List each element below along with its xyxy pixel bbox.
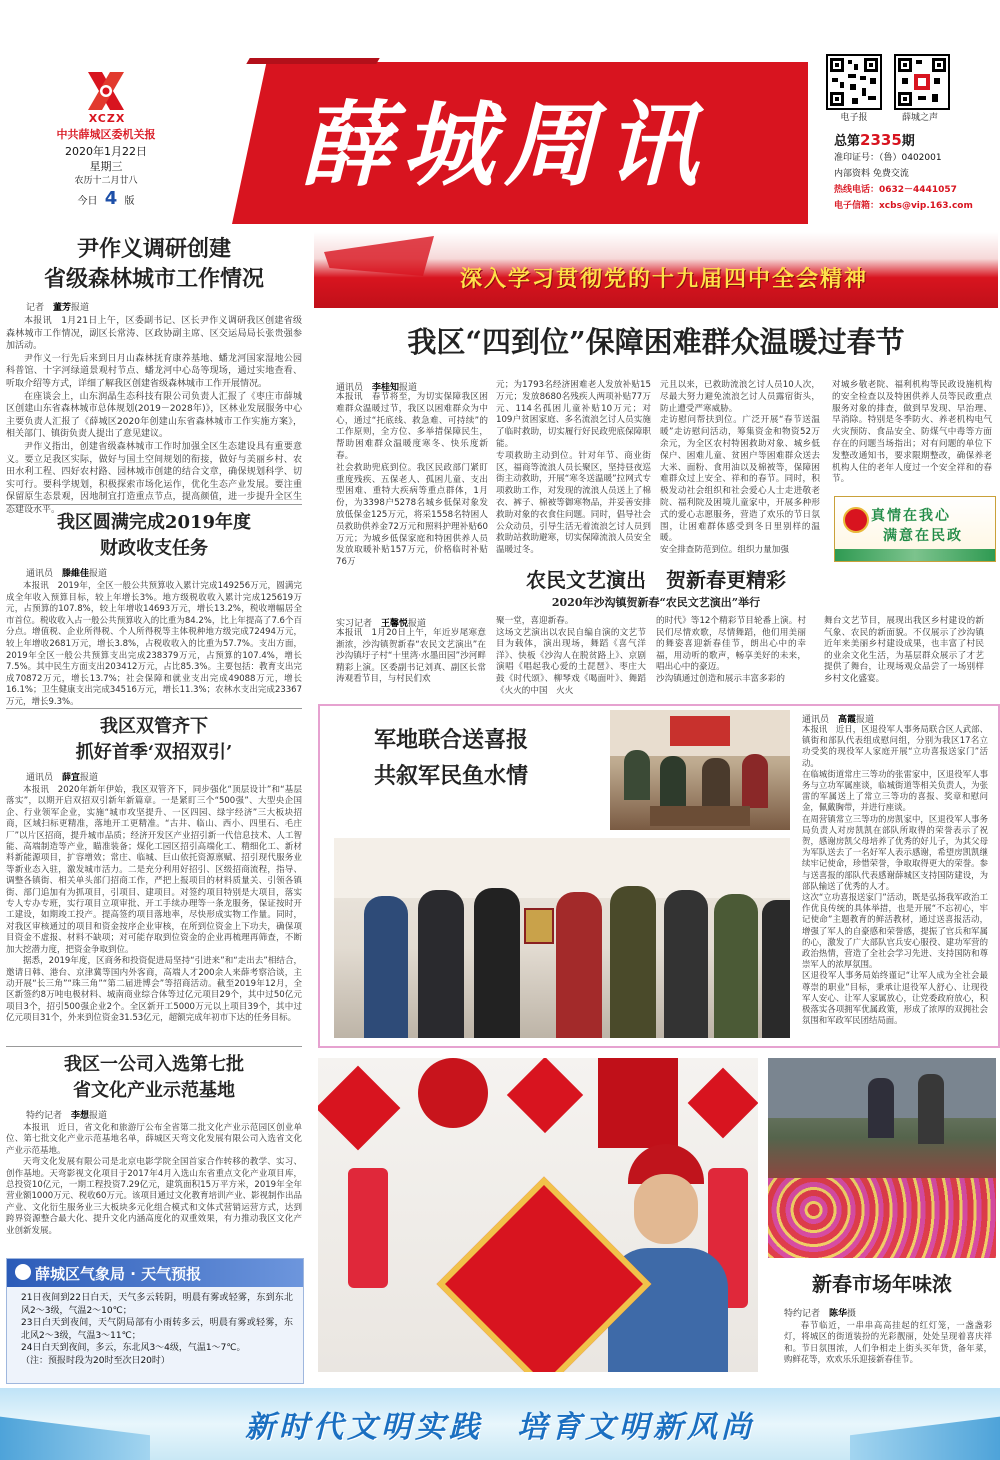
page-count-suffix: 版 — [124, 196, 135, 207]
page-count-number: 4 — [104, 188, 118, 209]
byline-suffix: 报道 — [856, 715, 875, 725]
byline-suffix: 报道 — [89, 1111, 108, 1121]
article-culture-base — [6, 1052, 302, 1237]
emblem-icon — [843, 507, 869, 533]
main-col-3: 元且以来，已救助流浪乞讨人员10人次，尽最大努力避免流浪乞讨人员露宿街头，防止遭受严寒威胁。 走访慰问帮扶到位。广泛开展“春节送温暖”走访慰问活动，筹集资金和物资52万余元，为全区农村特困救助对象、城乡低保户、困难儿童、贫困户等困难群众送去大米、面粉、食用油以及棉被等，保障困难群众过上安全、祥和的春节。同时，积极发动社会组织和社会爱心人士走进敬老院、福利院及困境儿童家中，开展多种形式的爱心志愿服务，营造了欢乐的节日氛围，让困难群体感受到冬日里别样的温暖。 安全排查防范到位。组织力量加强 — [660, 380, 820, 556]
distribution-note: 内部资料 免费交流 — [834, 169, 909, 179]
byline-suffix: 报道 — [89, 569, 108, 579]
issue-number — [834, 130, 994, 149]
footer-slogan: 新时代文明实践 培育文明新风尚 — [245, 1410, 755, 1445]
banner-text: 深入学习贯彻党的十九届四中全会精神 — [459, 267, 868, 292]
masthead — [0, 0, 1000, 225]
byline-name: 高霞 — [838, 715, 857, 725]
byline-suffix: 报道 — [408, 619, 427, 629]
main-col-2: 元；为1793名经济困难老人发放补贴15万元；发放8680名残疾人两项补贴77万元、114名孤困儿童补贴10万元；对109户贫困家庭、多名流浪乞讨人员实施了临时救助，切实履行好民政兜底保障职能。 专项救助主动到位。针对年节、商业街区，福商等流浪人员长聚区，坚持昼夜巡街主动救助，开展“寒冬送温暖”拉网式专项救助工作，对发现的流浪人员送上了棉衣、裤子、棉被等御寒物品，并妥善安排救助对象的衣食住问题。同时，倡导社会公众动员，引导生活无着流浪乞讨人员到救助站救助避寒，切实保障流浪人员安全温暖过冬。 — [496, 380, 651, 556]
army-group-photo — [334, 838, 790, 1038]
article-byline — [6, 566, 302, 579]
newspaper-title: 薛城周讯 — [300, 91, 709, 199]
hotline: 热线电话：0632－4441057 — [834, 185, 957, 195]
byline-name: 李想 — [71, 1111, 90, 1121]
weather-line: 24日白天到夜间，多云，东北风3～4级，气温1～7℃。 — [21, 1343, 246, 1354]
article-paragraph: 在座谈会上，山东润晶生态科技有限公司负责人汇报了《枣庄市薛城区创建山东省森林城市总体规划(2019－2028年)》，区林业发展服务中心主要负责人汇报了《薛城区2020年创建山东省森林城市工作实施方案》，相关部门、镇街负责人提出了意见建议。 — [6, 391, 302, 440]
qr-icon — [896, 56, 948, 108]
article-title-line1: 尹作义调研创建 — [76, 236, 231, 262]
byline-name: 薛宣 — [62, 773, 81, 783]
byline-role: 记者 — [26, 303, 45, 313]
byline-suffix: 摄 — [847, 1309, 857, 1319]
culture-title: 农民文艺演出 贺新春更精彩 — [526, 568, 786, 592]
weather-note: （注：预报时段为20时至次日20时） — [21, 1355, 170, 1366]
issue-date: 2020年1月22日 — [65, 145, 147, 158]
qr-icon — [828, 56, 880, 108]
qr-code-voice[interactable] — [894, 54, 950, 110]
article-byline — [6, 1108, 302, 1121]
logo-mark-icon — [84, 70, 128, 112]
qr-label-epaper: 电子报 — [840, 113, 868, 123]
logo-text: XCZX — [88, 112, 126, 125]
army-visit-photo — [610, 710, 790, 830]
article-forest-city — [6, 234, 302, 517]
byline-role: 通讯员 — [26, 569, 54, 579]
weather-line: 21日夜间到22日白天，天气多云转阴，明晨有雾或轻雾，东到东北风2～3级，气温2～10℃； — [21, 1293, 293, 1316]
article-paragraph: 据悉，2019年度，区商务和投资促进局坚持“引进来”和“走出去”相结合，邀请日韩、港台、京津冀等国内外客商，高端人才200余人来薛考察洽谈，主动开展“长三角”“珠三角”“第二届进博会”等招商活动。截至2019年12月，全区新签约8万吨电极材料、城南商业综合体等过亿元项目29个，其中过50亿元项目3个，招引500强企业2个。全区新开工5000万元以上项目39个，其中过亿元项目31个，外来到位资金31.53亿元，超额完成年初市下达的任务目标。 — [6, 956, 302, 1024]
byline-suffix: 报道 — [80, 773, 99, 783]
article-fiscal — [6, 510, 302, 709]
article-paragraph: 尹作义指出，创建省级森林城市工作时加强全区生态建设具有重要意义。要立足我区实际，做好与国土空间规划的衔接，做好与美丽乡村、农田水利工程、四好农村路、园林城市创建的结合文章，确保规划科学、切实可行。要科学规划，积极探索市场化运作，优化生态产业发展。要注重保留原生态景观，因地制宜打造重点节点，提高颜值，进一步提升全区生态建设水平。 — [6, 441, 302, 515]
article-title-line2: 抓好首季‘双招双引’ — [75, 742, 233, 763]
culture-col-3: 的时代》等12个精彩节目轮番上演。村民们尽情欢歌，尽情舞蹈，他们用美丽的舞姿喜迎新春佳节，朗出心中的幸福，用动听的歌声，畅享美好的未来，唱出心中的豪迈。 沙沟镇通过创造和展示丰富多彩的 — [656, 616, 806, 684]
byline-role: 通讯员 — [802, 715, 830, 725]
byline-suffix: 报道 — [71, 303, 90, 313]
culture-col-4: 舞台文艺节目，展现出我区乡村建设的新气象、农民的新面貌。不仅展示了沙沟镇近年来美丽乡村建设成果，也丰富了村民的业余文化生活，为基层群众展示了才艺提供了舞台，让现场观众品尝了一场别样乡村文化盛宴。 — [824, 616, 984, 684]
article-byline — [6, 770, 302, 783]
market-text: 春节临近，一串串高高挂起的红灯笼，一盏盏彩灯，将城区的街道装扮的光彩靓丽，处处呈现着喜庆祥和。节日氛围浓，人们争相走上街头买年货，备年菜，购鲜花等，欢欢乐乐迎接新春佳节。 — [784, 1320, 992, 1365]
page-count — [36, 188, 176, 209]
ad-slogan-2: 满意在民政 — [883, 528, 963, 544]
army-title-line2: 共叙军民鱼水情 — [374, 763, 529, 789]
culture-col-2: 聚一堂，喜迎新春。 这场文艺演出以农民自编自演的文艺节目为载体，演出现场，舞蹈《喜气洋洋》、快板《沙沟人在脱贫路上》、京剧演唱《唱起我心爱的土琵琶》、枣庄大鼓《时代颂》、柳琴戏《喝面叶》、舞蹈《火火的中国 火火 — [496, 616, 646, 696]
culture-subtitle: 2020年沙沟镇贺新春“农民文艺演出”举行 — [551, 596, 761, 609]
permit-number: 准印证号：（鲁）0402001 — [834, 153, 942, 163]
divider — [6, 504, 302, 505]
issue-prefix: 总第 — [834, 134, 861, 149]
theme-banner — [314, 232, 998, 308]
byline-name: 董芳 — [53, 303, 72, 313]
article-paragraph: 尹作义一行先后来到日月山森林抚育康养基地、蟠龙河国家湿地公园科普馆、十字河绿道景观村节点、蟠龙河中心岛等现场，通过实地查看、听取介绍等方式，详细了解我区创建省级森林城市工作开展情况。 — [6, 353, 302, 389]
article-paragraph: 本报讯 1月21日上午，区委副书记、区长尹作义调研我区创建省级森林城市工作情况，副区长常涛、区政协副主席、区交运局局长张贵强参加活动。 — [6, 316, 302, 352]
divider — [6, 1046, 302, 1047]
army-text: 本报讯 近日，区退役军人事务局联合区人武部、镇街和部队代表组成慰问组，分别为我区17名立功受奖的现役军人家庭开展“立功喜报送家门”活动。 在临城街道常庄三等功的张雷家中，区退役军人事务与立功军属座谈，临城街道等相关负责人，为张雷的军属送上了常立三等功的喜报、奖章和慰问金，佩戴胸带，并进行座谈。 在周营镇常立三等功的房凯家中，区退役军人事务局负责人对房凯凯在部队所取得的荣誉表示了祝贺，感谢房凯父母培养了优秀的好儿子，为其父母为军队送去了一名好军人表示感谢，希望房凯凯继续牢记使命，珍惜荣誉，争取取得更大的荣誉。参与送喜报的部队代表感谢薛城区支持国防建设，为部队输送了优秀的人才。 这次“立功喜报送家门”活动，既是弘扬我军政治工作优良传统的具体举措，也是开展“不忘初心，牢记使命”主题教育的鲜活教材，通过送喜报活动，增强了军人的自豪感和荣誉感，提振了官兵和军属的心，激发了广大部队官兵安心服役、建功军营的政治热情，营造了全社会学习先进、支持国防和尊崇军人的浓厚氛围。 区退役军人事务局始终谨记“让军人成为全社会最尊崇的职业”目标，秉承让退役军人舒心、让现役军人安心、让军人家属放心，让党委政府放心，积极落实各项拥军优属政策，形成了浓厚的双拥社会氛围和军政军民团结局面。 — [802, 724, 988, 1026]
culture-col-1: 本报讯 1月20日上午，年近岁尾寒意渐浓，沙沟镇贺新春“农民文艺演出”在沙沟镇圩子村“十里湾·水墨田园”沙河畔精彩上演。区委副书记刘真、副区长常涛观看节目，与村民们欢 — [336, 628, 486, 685]
qr-label-voice: 薛城之声 — [901, 113, 938, 123]
divider — [6, 708, 302, 709]
civil-affairs-ad — [834, 496, 996, 562]
weather-header — [7, 1259, 303, 1287]
byline-role: 特约记者 — [784, 1309, 821, 1319]
article-investment — [6, 714, 302, 1025]
footer-banner — [0, 1388, 1000, 1460]
byline-role: 特约记者 — [26, 1111, 63, 1121]
page-count-prefix: 今日 — [77, 196, 98, 207]
article-paragraph: 本报讯 2020年新年伊始，我区双管齐下，同步强化“顶层设计”和“基层落实”，以期开启双招双引新年新篇章。一是紧盯三个“500强”、大型央企国企、行业领军企业，实施“城市攻坚提升、一区四园、绿宇经济”三大板块招商，区域扫标更精准，落地开工更精准。“古井、临山、西小、四里石、毛庄厂”以片区招商，提升城市品质；经济开发区产业招引新一代信息技术、人工智能、高端制造等产业，瞄准装备；煤化工园区招引高端化工、精细化工、新材料新能源项目，扩容增效；常庄、临城、巨山依托资源禀赋、招引现代服务业等新业态入驻，激发城市活力。二是充分利用好招引、区级招商流程，指导、调整各镇街、相关单头部门招商工作，严把上报项目的材料质量关、引领各镇街、部门追加有为抓项目，引项目、建项目。对签约项目特别是大项目，落实专人专办专班，实行项目立项审批、开工手续办理等一条龙服务，保证按时开工建设，如期竣工投产。提高签约项目落地率，尽快形成实物工作量。同时，对我区审核通过的项目和资金按序企业审核，在所到位资金上下功夫，确保项目资金不虚报、材料不缺项；对可能存取到位资金的企业再梳理再筛查，不断加大挖潜力度，把资金争取到位。 — [6, 785, 302, 955]
logo — [84, 70, 128, 112]
market-title: 新春市场年味浓 — [812, 1272, 952, 1296]
weekday: 星期三 — [89, 160, 123, 173]
article-title-line1: 我区圆满完成2019年度 — [56, 512, 252, 533]
market-photo-main — [318, 1058, 758, 1372]
weather-title: 薛城区气象局 · 天气预报 — [35, 1265, 202, 1283]
main-col-4: 对城乡敬老院、福利机构等民政设施机构的安全检查以及特困供养人员等民政重点服务对象的排查，做到早发现、早治理、早消除。特别是冬季防火、养老机构电气火灾预防、食品安全、防煤气中毒等方面存在的问题当场指出；对有问题的单位下发整改通知书，要求限期整改，确保养老机构人住的老年人度过一个安全祥和的春节。 — [832, 380, 992, 485]
email: 电子信箱：xcbs@vip.163.com — [834, 201, 973, 211]
article-paragraph: 本报讯 近日，省文化和旅游厅公布全省第二批文化产业示范园区创业单位、第七批文化产业示范基地名单，薛城区天弯文化发展有限公司入选省文化产业示范基地。 — [6, 1123, 302, 1156]
footer-left-art — [0, 1398, 150, 1460]
article-title-line1: 我区双管齐下 — [100, 716, 208, 737]
market-photo-flowers — [768, 1058, 996, 1258]
article-army-box — [318, 704, 1000, 1048]
weather-line: 23日白天到夜间，天气阴局部有小雨转多云，明晨有雾或轻雾，东北风2～3级，气温3～11℃； — [21, 1318, 293, 1341]
article-paragraph: 本报讯 2019年，全区一般公共预算收入累计完成149256万元，圆满完成全年收入预算目标，较上年增长3%。地方级税收收入累计完成125619万元，占预算的107.8%，较上年增收14693万元，增长13.2%，税收增幅居全市首位。税收收入占一般公共预算收入的比重为84.2%，比上年提高了7.6个百分点。增值税、企业所得税、个人所得税等主体税种地方级完成72494万元，较上年增收2681万元，增长3.8%，占税收收入的比重为57.7%。支出方面，2019年全区一般公共预算支出完成238379万元，占预算的107.4%，增长7.5%。其中民生方面支出203412万元，占比85.3%。主要包括：教育支出完成70872万元，增长13.7%；社会保障和就业支出完成49088万元，增长16.1%；卫生健康支出完成34516万元，增长11.3%；农林水支出完成23367万元，增长9.3%。 — [6, 581, 302, 707]
sponsor: 中共薛城区委机关报 — [56, 128, 156, 141]
article-title-line2: 省文化产业示范基地 — [73, 1080, 235, 1101]
byline-name: 李桂知 — [372, 383, 400, 393]
article-paragraph: 天弯文化发展有限公司是北京电影学院全国首家合作转移的教学、实习、创作基地。天弯影视文化项目于2017年4月入选山东省重点文化产业项目库，总投资10亿元，一期工程投资7.29亿元，建筑面积15万平方米，2019年全年营业额1000万元、税收60万元。该项目通过文化教育培训产业、影视制作出品产业、文化衍生服务业三大板块多元化组合模式和文体式营销运营方式，达到跨界资源整合最大化、提升文化内涵高度化的双重效果，有力推动我区文化产业创新发展。 — [6, 1157, 302, 1236]
issue-num: 2335 — [860, 131, 902, 149]
article-farmers-show — [314, 566, 998, 702]
byline-role: 通讯员 — [26, 773, 54, 783]
cloud-icon — [15, 1264, 31, 1280]
main-headline: 我区“四到位”保障困难群众温暖过春节 — [407, 325, 905, 359]
issue-suffix: 期 — [901, 134, 915, 149]
byline-role: 通讯员 — [336, 383, 364, 393]
article-title-line2: 省级森林城市工作情况 — [43, 266, 264, 292]
byline-role: 实习记者 — [336, 619, 373, 629]
byline-suffix: 报道 — [399, 383, 418, 393]
title-shadow — [246, 58, 379, 64]
article-title-line2: 财政收支任务 — [100, 538, 208, 559]
main-col-1: 本报讯 春节将至，为切实保障我区困难群众温暖过节，我区以困难群众为中心，通过“托底线、救急难、可持续”的工作原则，全方位、多举措保障民生，帮助困难群众温暖度寒冬、快乐度新春。 社会救助兜底到位。我区民政部门紧盯重度残疾、五保老人、孤困儿童、支出型困难、重特大疾病等重点群体，1月份，为3398户5278名城乡低保对象发放低保金125万元，将采1558名特困人员救助供养金72万元和照料护理补贴60万元；为城乡低保家庭和特困供养人员发放取暖补贴157万元，价格临时补贴76万 — [336, 392, 488, 568]
article-title-line1: 我区一公司入选第七批 — [64, 1054, 244, 1075]
footer-right-art — [850, 1398, 1000, 1460]
qr-code-epaper[interactable] — [826, 54, 882, 110]
ad-slogan-1: 真情在我心 — [871, 508, 951, 524]
lunar-date: 农历十二月廿八 — [74, 176, 138, 186]
byline-name: 陈华 — [829, 1309, 848, 1319]
byline-name: 王馨悦 — [381, 619, 409, 629]
article-byline — [6, 300, 302, 313]
byline-name: 滕維佳 — [62, 569, 90, 579]
weather-box — [6, 1258, 304, 1384]
article-byline — [784, 1306, 856, 1319]
army-title-line1: 军地联合送喜报 — [374, 727, 529, 753]
